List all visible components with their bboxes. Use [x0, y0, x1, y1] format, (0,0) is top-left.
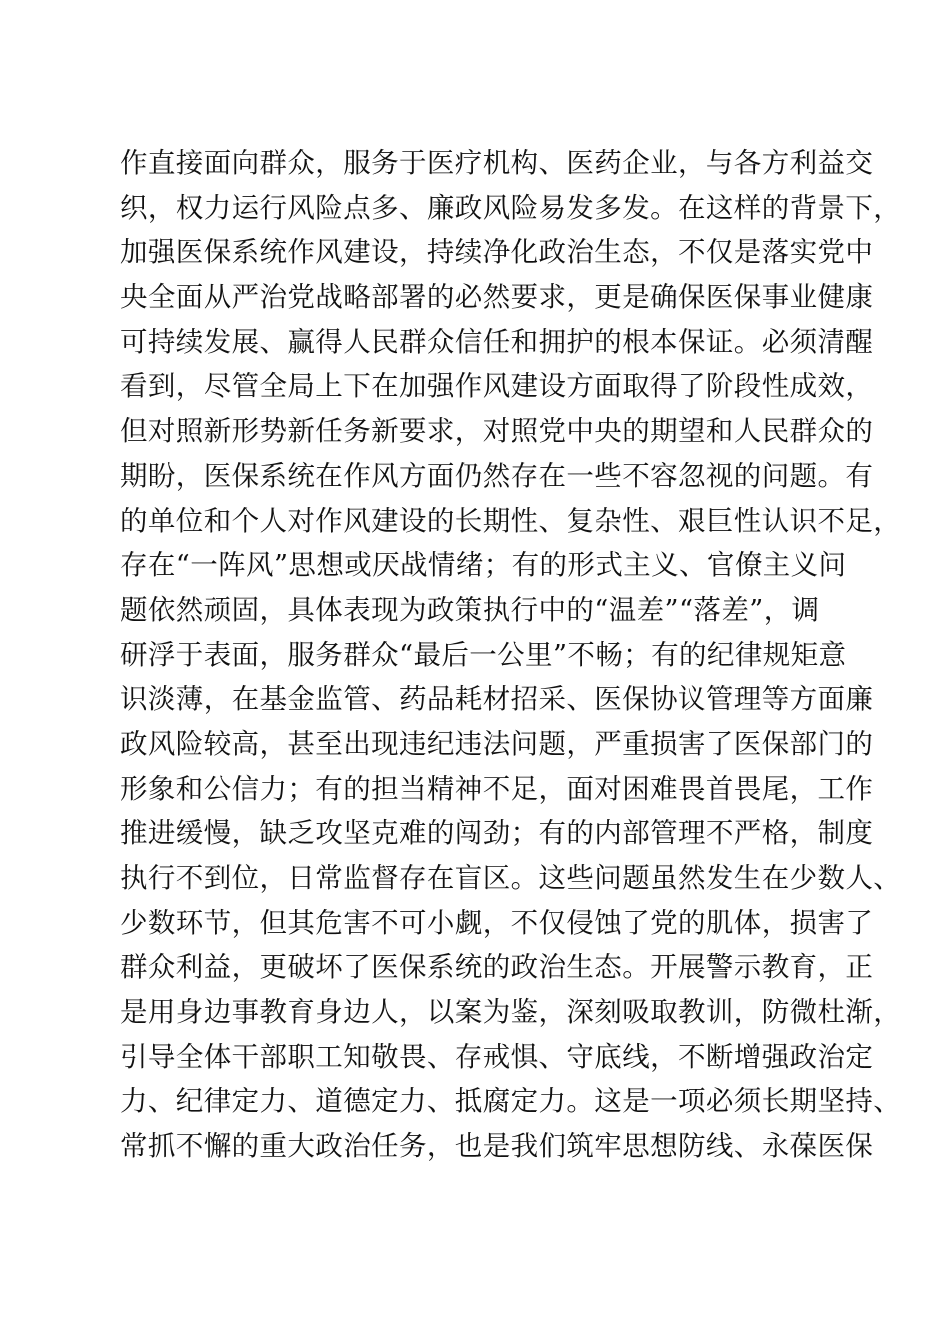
text-line: 作直接面向群众，服务于医疗机构、医药企业，与各方利益交 — [120, 147, 874, 179]
text-line: 识淡薄，在基金监管、药品耗材招采、医保协议管理等方面廉 — [120, 683, 874, 716]
text-line: 但对照新形势新任务新要求，对照党中央的期望和人民群众的 — [120, 415, 874, 448]
text-line: 期盼，医保系统在作风方面仍然存在一些不容忽视的问题。有 — [120, 459, 874, 492]
body-paragraph — [120, 141, 902, 1169]
text-line: 的单位和个人对作风建设的长期性、复杂性、艰巨性认识不足， — [120, 504, 902, 537]
text-line: 执行不到位，日常监督存在盲区。这些问题虽然发生在少数人、 — [120, 862, 902, 894]
text-line: 群众利益，更破坏了医保系统的政治生态。开展警示教育，正 — [120, 951, 874, 984]
text-line: 少数环节，但其危害不可小觑，不仅侵蚀了党的肌体，损害了 — [120, 906, 874, 939]
text-line: 形象和公信力；有的担当精神不足，面对困难畏首畏尾，工作 — [120, 772, 874, 805]
text-line: 看到，尽管全局上下在加强作风建设方面取得了阶段性成效， — [120, 370, 874, 403]
text-line: 推进缓慢，缺乏攻坚克难的闯劲；有的内部管理不严格，制度 — [120, 817, 874, 850]
text-line: 政风险较高，甚至出现违纪违法问题，严重损害了医保部门的 — [120, 727, 874, 760]
text-line: 引导全体干部职工知敬畏、存戒惧、守底线，不断增强政治定 — [120, 1040, 874, 1073]
text-line: 央全面从严治党战略部署的必然要求，更是确保医保事业健康 — [120, 281, 874, 314]
text-line: 常抓不懈的重大政治任务，也是我们筑牢思想防线、永葆医保 — [120, 1130, 874, 1163]
text-line: 是用身边事教育身边人，以案为鉴，深刻吸取教训，防微杜渐， — [120, 996, 902, 1029]
text-line: 可持续发展、赢得人民群众信任和拥护的根本保证。必须清醒 — [120, 325, 874, 358]
text-line: 题依然顽固，具体表现为政策执行中的“温差”“落差”，调 — [120, 593, 820, 626]
text-line: 存在“一阵风”思想或厌战情绪；有的形式主义、官僚主义问 — [120, 549, 847, 582]
text-line: 力、纪律定力、道德定力、抵腐定力。这是一项必须长期坚持、 — [120, 1085, 902, 1118]
text-line: 加强医保系统作风建设，持续净化政治生态，不仅是落实党中 — [120, 236, 874, 269]
text-line: 研浮于表面，服务群众“最后一公里”不畅；有的纪律规矩意 — [120, 638, 847, 671]
text-line: 织，权力运行风险点多、廉政风险易发多发。在这样的背景下， — [120, 191, 902, 224]
